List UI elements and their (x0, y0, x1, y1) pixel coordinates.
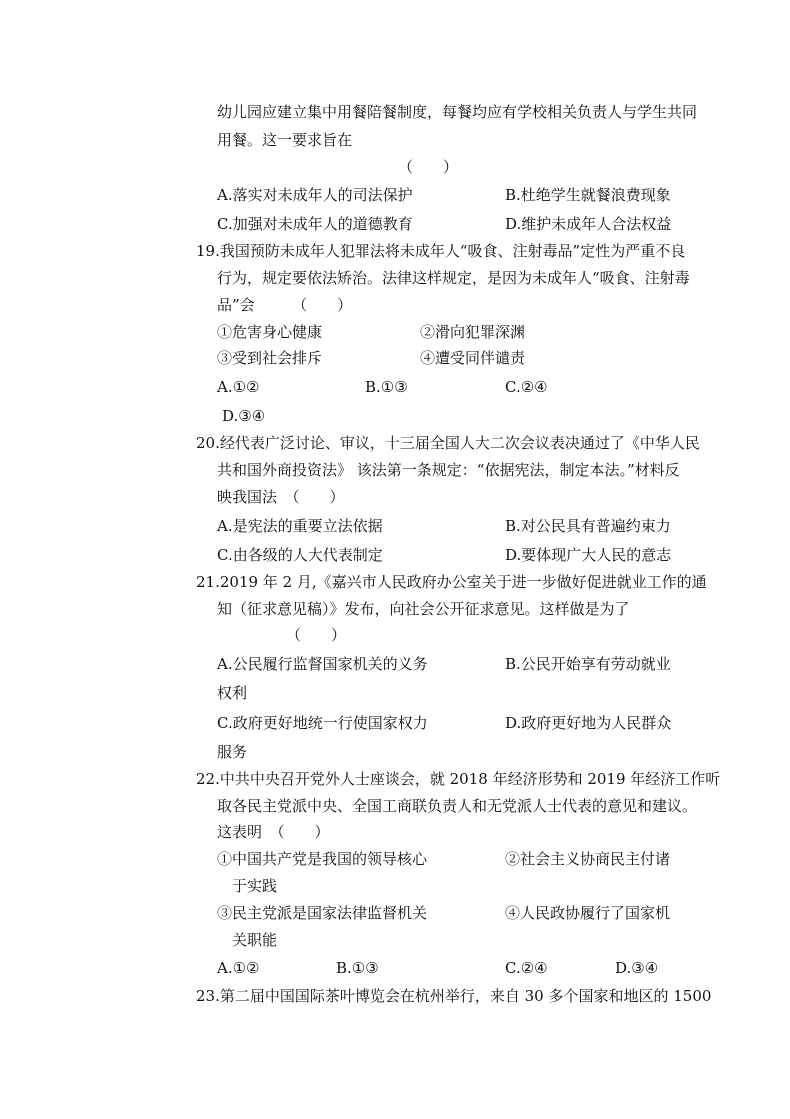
q22-statement-2: ②社会主义协商民主付诸 (505, 850, 671, 868)
q19-stem-line-2: 行为，规定要依法矫治。法律这样规定，是因为未成年人“吸食、注射毒 (217, 269, 690, 287)
q19-statement-3: ③受到社会排斥 (217, 349, 323, 367)
q20-stem-line-2: 共和国外商投资法》 该法第一条规定：“依据宪法，制定本法。”材料反 (217, 461, 680, 479)
q20-stem-line-3: 映我国法 （ ） (217, 488, 345, 506)
q20-option-b: B.对公民具有普遍约束力 (505, 517, 671, 535)
q22-option-c: C.②④ (505, 959, 548, 977)
q19-stem-line-3: 品”会 （ ） (217, 296, 353, 314)
q22-stem-line-2: 取各民主党派中央、全国工商联负责人和无党派人士代表的意见和建议。 (217, 797, 698, 815)
q19-statement-2: ②滑向犯罪深渊 (420, 323, 526, 341)
q21-option-a: A.公民履行监督国家机关的义务 (217, 655, 428, 673)
q18-option-c: C.加强对未成年人的道德教育 (217, 215, 413, 233)
q19-statement-1: ①危害身心健康 (217, 323, 323, 341)
q18-stem-line-1: 幼儿园应建立集中用餐陪餐制度，每餐均应有学校相关负责人与学生共同 (217, 103, 698, 121)
q20-option-d: D.要体现广大人民的意志 (505, 546, 672, 564)
q18-option-d: D.维护未成年人合法权益 (505, 215, 672, 233)
q22-statement-3: ③民主党派是国家法律监督机关 (217, 904, 428, 922)
q20-option-c: C.由各级的人大代表制定 (217, 546, 383, 564)
q21-option-b: B.公民开始享有劳动就业 (505, 655, 671, 673)
q19-stem-line-1: 19.我国预防未成年人犯罪法将未成年人“吸食、注射毒品”定性为严重不良 (196, 242, 686, 260)
q18-option-b: B.杜绝学生就餐浪费现象 (505, 186, 671, 204)
q19-option-a: A.①② (217, 378, 260, 396)
q18-answer-bracket: （ ） (398, 158, 459, 176)
q21-answer-bracket: （ ） (286, 626, 347, 644)
q22-statement-4: ④人民政协履行了国家机 (505, 904, 671, 922)
q21-stem-line-1: 21.2019 年 2 月,《嘉兴市人民政府办公室关于进一步做好促进就业工作的通 (196, 573, 707, 591)
q22-statement-4-continued: 关职能 (232, 931, 278, 949)
q23-stem-line-1: 23.第二届中国国际茶叶博览会在杭州举行，来自 30 多个国家和地区的 1500 (196, 987, 712, 1005)
q19-option-b: B.①③ (365, 378, 408, 396)
q18-option-a: A.落实对未成年人的司法保护 (217, 186, 413, 204)
q22-option-b: B.①③ (336, 959, 379, 977)
q21-option-b-continued: 权利 (217, 684, 248, 702)
q22-stem-line-1: 22.中共中央召开党外人士座谈会，就 2018 年经济形势和 2019 年经济工作听 (196, 770, 721, 788)
q21-stem-line-2: 知（征求意见稿）》发布，向社会公开征求意见。这样做是为了 (217, 600, 630, 618)
q21-option-d: D.政府更好地为人民群众 (505, 714, 672, 732)
q20-option-a: A.是宪法的重要立法依据 (217, 517, 383, 535)
q19-option-d: D.③④ (222, 407, 266, 425)
q22-statement-1: ①中国共产党是我国的领导核心 (217, 850, 428, 868)
q20-stem-line-1: 20.经代表广泛讨论、审议，十三届全国人大二次会议表决通过了《中华人民 (196, 434, 700, 452)
q22-stem-line-3: 这表明 （ ） (217, 823, 330, 841)
q21-option-c: C.政府更好地统一行使国家权力 (217, 714, 428, 732)
q19-option-c: C.②④ (505, 378, 548, 396)
q18-stem-line-2: 用餐。这一要求旨在 (217, 131, 353, 149)
q22-option-d: D.③④ (615, 959, 659, 977)
q19-statement-4: ④遭受同伴谴责 (420, 349, 526, 367)
q21-option-d-continued: 服务 (217, 743, 248, 761)
q22-option-a: A.①② (217, 959, 260, 977)
q22-statement-2-continued: 于实践 (232, 877, 278, 895)
